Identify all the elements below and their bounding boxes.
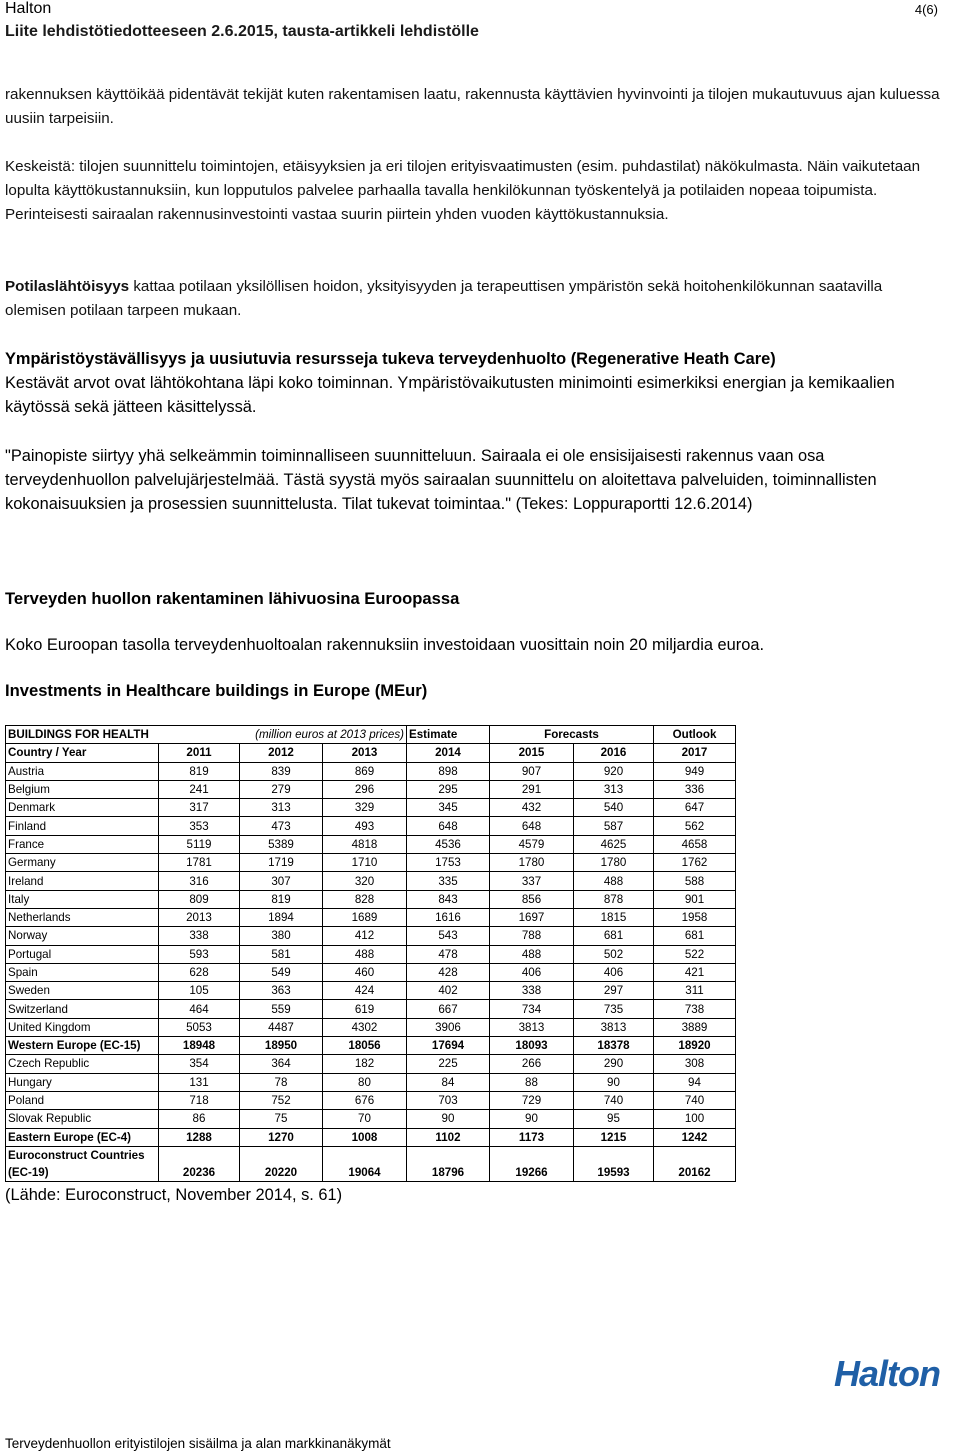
value-cell: 84 bbox=[407, 1073, 490, 1091]
value-cell: 290 bbox=[574, 1055, 654, 1073]
value-cell: 364 bbox=[240, 1055, 323, 1073]
value-cell: 856 bbox=[490, 890, 574, 908]
country-cell: Denmark bbox=[6, 799, 159, 817]
table-row bbox=[6, 963, 736, 981]
value-cell: 338 bbox=[159, 927, 240, 945]
paragraph-lifespan: rakennuksen käyttöikää pidentävät tekijät kuten rakentamisen laatu, rakennusta käyttävien hyvinvointi ja tilojen mukautuvuus ajan kuluessa uusiin tarpeisiin. bbox=[5, 86, 940, 127]
value-cell: 336 bbox=[654, 780, 736, 798]
table-row bbox=[6, 1055, 736, 1073]
value-cell: 628 bbox=[159, 963, 240, 981]
country-cell: Belgium bbox=[6, 780, 159, 798]
table-row bbox=[6, 854, 736, 872]
table-heading: Investments in Healthcare buildings in Europe (MEur) bbox=[5, 681, 428, 700]
value-cell: 18378 bbox=[574, 1037, 654, 1055]
table-row bbox=[6, 1018, 736, 1036]
country-cell: Austria bbox=[6, 762, 159, 780]
halton-logo-graphic bbox=[815, 1355, 960, 1393]
source-note: (Lähde: Euroconstruct, November 2014, s. 61) bbox=[5, 1186, 343, 1204]
value-cell: 819 bbox=[240, 890, 323, 908]
value-cell: 473 bbox=[240, 817, 323, 835]
total-value-cell: 19266 bbox=[490, 1146, 574, 1181]
table-row bbox=[6, 908, 736, 926]
value-cell: 1894 bbox=[240, 908, 323, 926]
value-cell: 338 bbox=[490, 982, 574, 1000]
value-cell: 1102 bbox=[407, 1128, 490, 1146]
value-cell: 907 bbox=[490, 762, 574, 780]
value-cell: 1242 bbox=[654, 1128, 736, 1146]
country-cell: Portugal bbox=[6, 945, 159, 963]
column-header: 2012 bbox=[240, 744, 323, 762]
value-cell: 502 bbox=[574, 945, 654, 963]
column-header: 2016 bbox=[574, 744, 654, 762]
table-row bbox=[6, 1037, 736, 1055]
table-row bbox=[6, 890, 736, 908]
value-cell: 406 bbox=[490, 963, 574, 981]
value-cell: 729 bbox=[490, 1091, 574, 1109]
country-cell: Slovak Republic bbox=[6, 1110, 159, 1128]
value-cell: 549 bbox=[240, 963, 323, 981]
total-country-cell bbox=[6, 1146, 159, 1181]
value-cell: 94 bbox=[654, 1073, 736, 1091]
value-cell: 460 bbox=[323, 963, 407, 981]
value-cell: 869 bbox=[323, 762, 407, 780]
country-cell: Finland bbox=[6, 817, 159, 835]
value-cell: 5389 bbox=[240, 835, 323, 853]
value-cell: 619 bbox=[323, 1000, 407, 1018]
value-cell: 424 bbox=[323, 982, 407, 1000]
value-cell: 313 bbox=[574, 780, 654, 798]
value-cell: 593 bbox=[159, 945, 240, 963]
value-cell: 562 bbox=[654, 817, 736, 835]
value-cell: 18950 bbox=[240, 1037, 323, 1055]
value-cell: 587 bbox=[574, 817, 654, 835]
country-cell: Norway bbox=[6, 927, 159, 945]
value-cell: 949 bbox=[654, 762, 736, 780]
table-row bbox=[6, 780, 736, 798]
value-cell: 1815 bbox=[574, 908, 654, 926]
value-cell: 90 bbox=[407, 1110, 490, 1128]
table-row bbox=[6, 872, 736, 890]
value-cell: 4302 bbox=[323, 1018, 407, 1036]
value-cell: 667 bbox=[407, 1000, 490, 1018]
value-cell: 920 bbox=[574, 762, 654, 780]
value-cell: 307 bbox=[240, 872, 323, 890]
total-name-line2: (EC-19) bbox=[8, 1165, 49, 1179]
value-cell: 316 bbox=[159, 872, 240, 890]
value-cell: 1780 bbox=[490, 854, 574, 872]
value-cell: 421 bbox=[654, 963, 736, 981]
patient-centric-text: kattaa potilaan yksilöllisen hoidon, yksityisyyden ja terapeuttisen ympäristön sekä hoitohenkilökunnan saatavilla olemisen potilaan tarpeen mukaan. bbox=[5, 278, 883, 319]
value-cell: 647 bbox=[654, 799, 736, 817]
country-cell: Sweden bbox=[6, 982, 159, 1000]
page-number: 4(6) bbox=[914, 2, 938, 17]
table-row bbox=[6, 1000, 736, 1018]
value-cell: 86 bbox=[159, 1110, 240, 1128]
total-value-cell: 19593 bbox=[574, 1146, 654, 1181]
value-cell: 295 bbox=[407, 780, 490, 798]
value-cell: 412 bbox=[323, 927, 407, 945]
value-cell: 1719 bbox=[240, 854, 323, 872]
value-cell: 464 bbox=[159, 1000, 240, 1018]
value-cell: 1008 bbox=[323, 1128, 407, 1146]
value-cell: 320 bbox=[323, 872, 407, 890]
country-cell: Spain bbox=[6, 963, 159, 981]
value-cell: 70 bbox=[323, 1110, 407, 1128]
table-row bbox=[6, 817, 736, 835]
value-cell: 363 bbox=[240, 982, 323, 1000]
value-cell: 5053 bbox=[159, 1018, 240, 1036]
country-cell: Ireland bbox=[6, 872, 159, 890]
column-header: 2011 bbox=[159, 744, 240, 762]
value-cell: 1958 bbox=[654, 908, 736, 926]
value-cell: 1288 bbox=[159, 1128, 240, 1146]
value-cell: 78 bbox=[240, 1073, 323, 1091]
total-value-cell: 20236 bbox=[159, 1146, 240, 1181]
country-cell: Switzerland bbox=[6, 1000, 159, 1018]
paragraph-patient-centric bbox=[5, 275, 940, 323]
value-cell: 345 bbox=[407, 799, 490, 817]
value-cell: 488 bbox=[323, 945, 407, 963]
value-cell: 380 bbox=[240, 927, 323, 945]
table-total-row bbox=[6, 1146, 736, 1181]
value-cell: 402 bbox=[407, 982, 490, 1000]
value-cell: 225 bbox=[407, 1055, 490, 1073]
value-cell: 311 bbox=[654, 982, 736, 1000]
value-cell: 75 bbox=[240, 1110, 323, 1128]
table-title-row bbox=[6, 726, 736, 744]
country-cell: United Kingdom bbox=[6, 1018, 159, 1036]
investment-table bbox=[5, 725, 736, 1182]
value-cell: 676 bbox=[323, 1091, 407, 1109]
table-row bbox=[6, 1128, 736, 1146]
value-cell: 4536 bbox=[407, 835, 490, 853]
value-cell: 681 bbox=[574, 927, 654, 945]
footer-text: Terveydenhuollon erityistilojen sisäilma ja alan markkinanäkymät bbox=[5, 1436, 391, 1451]
table-unit-note: (million euros at 2013 prices) bbox=[159, 726, 407, 744]
value-cell: 1762 bbox=[654, 854, 736, 872]
value-cell: 279 bbox=[240, 780, 323, 798]
value-cell: 18920 bbox=[654, 1037, 736, 1055]
value-cell: 18948 bbox=[159, 1037, 240, 1055]
value-cell: 428 bbox=[407, 963, 490, 981]
value-cell: 88 bbox=[490, 1073, 574, 1091]
value-cell: 3813 bbox=[490, 1018, 574, 1036]
value-cell: 718 bbox=[159, 1091, 240, 1109]
value-cell: 353 bbox=[159, 817, 240, 835]
total-value-cell: 20162 bbox=[654, 1146, 736, 1181]
value-cell: 681 bbox=[654, 927, 736, 945]
value-cell: 901 bbox=[654, 890, 736, 908]
value-cell: 4579 bbox=[490, 835, 574, 853]
table-title: BUILDINGS FOR HEALTH bbox=[6, 726, 159, 744]
column-header: 2013 bbox=[323, 744, 407, 762]
total-value-cell: 20220 bbox=[240, 1146, 323, 1181]
halton-logo bbox=[815, 1355, 960, 1398]
value-cell: 740 bbox=[574, 1091, 654, 1109]
regenerative-heading: Ympäristöystävällisyys ja uusiutuvia resursseja tukeva terveydenhuolto (Regenerative Heath Care) bbox=[5, 350, 776, 368]
table-row bbox=[6, 835, 736, 853]
value-cell: 493 bbox=[323, 817, 407, 835]
country-cell: Netherlands bbox=[6, 908, 159, 926]
value-cell: 354 bbox=[159, 1055, 240, 1073]
halton-logo-text: Halton bbox=[834, 1355, 940, 1393]
value-cell: 752 bbox=[240, 1091, 323, 1109]
value-cell: 3906 bbox=[407, 1018, 490, 1036]
value-cell: 843 bbox=[407, 890, 490, 908]
value-cell: 337 bbox=[490, 872, 574, 890]
value-cell: 878 bbox=[574, 890, 654, 908]
value-cell: 3889 bbox=[654, 1018, 736, 1036]
value-cell: 335 bbox=[407, 872, 490, 890]
country-cell: Poland bbox=[6, 1091, 159, 1109]
value-cell: 540 bbox=[574, 799, 654, 817]
value-cell: 241 bbox=[159, 780, 240, 798]
value-cell: 90 bbox=[490, 1110, 574, 1128]
paragraph-key-points: Keskeistä: tilojen suunnittelu toimintojen, etäisyyksien ja eri tilojen erityisvaatimusten (esim. puhdastilat) näkökulmasta. Näin vaikutetaan lopulta käyttökustannuksiin, kun lopputulos palvelee parhaalla tavalla henkilökunnan työskentelyä ja potilaiden nopeaa toipumista. Perinteisesti sairaalan rakennusinvestointi vastaa suurin piirtein yhden vuoden käyttökustannuksia. bbox=[5, 158, 921, 223]
value-cell: 18056 bbox=[323, 1037, 407, 1055]
value-cell: 809 bbox=[159, 890, 240, 908]
forecasts-label: Forecasts bbox=[490, 726, 654, 744]
country-cell: Hungary bbox=[6, 1073, 159, 1091]
estimate-label: Estimate bbox=[407, 726, 490, 744]
outlook-label: Outlook bbox=[654, 726, 736, 744]
country-cell: Germany bbox=[6, 854, 159, 872]
value-cell: 329 bbox=[323, 799, 407, 817]
value-cell: 738 bbox=[654, 1000, 736, 1018]
country-cell: Italy bbox=[6, 890, 159, 908]
table-row bbox=[6, 945, 736, 963]
value-cell: 105 bbox=[159, 982, 240, 1000]
value-cell: 839 bbox=[240, 762, 323, 780]
value-cell: 734 bbox=[490, 1000, 574, 1018]
section-heading: Terveyden huollon rakentaminen lähivuosina Euroopassa bbox=[5, 589, 460, 608]
value-cell: 4658 bbox=[654, 835, 736, 853]
value-cell: 703 bbox=[407, 1091, 490, 1109]
value-cell: 90 bbox=[574, 1073, 654, 1091]
header-subtitle: Liite lehdistötiedotteeseen 2.6.2015, tausta-artikkeli lehdistölle bbox=[5, 23, 479, 40]
value-cell: 588 bbox=[654, 872, 736, 890]
value-cell: 1781 bbox=[159, 854, 240, 872]
table-header-row bbox=[6, 744, 736, 762]
table-row bbox=[6, 1073, 736, 1091]
total-name-line1: Euroconstruct Countries bbox=[8, 1148, 145, 1162]
value-cell: 522 bbox=[654, 945, 736, 963]
country-cell: Western Europe (EC-15) bbox=[6, 1037, 159, 1055]
paragraph-quote: "Painopiste siirtyy yhä selkeämmin toiminnalliseen suunnitteluun. Sairaala ei ole ensisijaisesti rakennus vaan osa terveydenhuollon palvelujärjestelmää. Tästä syystä myös sairaalan suunnittelu on aloitettava palveluiden, toiminnallisten kokonaisuuksien ja prosessien suunnittelusta. Tilat tukevat toimintaa." (Tekes: Loppuraportti 12.6.2014) bbox=[5, 447, 877, 513]
column-header: Country / Year bbox=[6, 744, 159, 762]
value-cell: 4625 bbox=[574, 835, 654, 853]
value-cell: 735 bbox=[574, 1000, 654, 1018]
column-header: 2014 bbox=[407, 744, 490, 762]
table-row bbox=[6, 799, 736, 817]
table-row bbox=[6, 982, 736, 1000]
value-cell: 296 bbox=[323, 780, 407, 798]
value-cell: 1270 bbox=[240, 1128, 323, 1146]
value-cell: 17694 bbox=[407, 1037, 490, 1055]
value-cell: 559 bbox=[240, 1000, 323, 1018]
patient-centric-term: Potilaslähtöisyys bbox=[5, 278, 130, 295]
value-cell: 819 bbox=[159, 762, 240, 780]
value-cell: 1753 bbox=[407, 854, 490, 872]
paragraph-regenerative bbox=[5, 347, 940, 419]
value-cell: 740 bbox=[654, 1091, 736, 1109]
value-cell: 3813 bbox=[574, 1018, 654, 1036]
value-cell: 1689 bbox=[323, 908, 407, 926]
country-cell: France bbox=[6, 835, 159, 853]
value-cell: 95 bbox=[574, 1110, 654, 1128]
value-cell: 1780 bbox=[574, 854, 654, 872]
value-cell: 478 bbox=[407, 945, 490, 963]
value-cell: 1215 bbox=[574, 1128, 654, 1146]
value-cell: 18093 bbox=[490, 1037, 574, 1055]
value-cell: 4487 bbox=[240, 1018, 323, 1036]
value-cell: 317 bbox=[159, 799, 240, 817]
value-cell: 182 bbox=[323, 1055, 407, 1073]
value-cell: 313 bbox=[240, 799, 323, 817]
value-cell: 4818 bbox=[323, 835, 407, 853]
value-cell: 488 bbox=[490, 945, 574, 963]
value-cell: 543 bbox=[407, 927, 490, 945]
value-cell: 308 bbox=[654, 1055, 736, 1073]
value-cell: 266 bbox=[490, 1055, 574, 1073]
value-cell: 131 bbox=[159, 1073, 240, 1091]
value-cell: 1173 bbox=[490, 1128, 574, 1146]
value-cell: 100 bbox=[654, 1110, 736, 1128]
value-cell: 432 bbox=[490, 799, 574, 817]
value-cell: 2013 bbox=[159, 908, 240, 926]
value-cell: 291 bbox=[490, 780, 574, 798]
value-cell: 648 bbox=[407, 817, 490, 835]
value-cell: 788 bbox=[490, 927, 574, 945]
country-cell: Czech Republic bbox=[6, 1055, 159, 1073]
value-cell: 297 bbox=[574, 982, 654, 1000]
value-cell: 5119 bbox=[159, 835, 240, 853]
regenerative-text: Kestävät arvot ovat lähtökohtana läpi koko toiminnan. Ympäristövaikutusten minimointi esimerkiksi energian ja kemikaalien käytössä sekä jätteen käsittelyssä. bbox=[5, 374, 895, 416]
header-company: Halton bbox=[5, 0, 52, 17]
value-cell: 898 bbox=[407, 762, 490, 780]
column-header: 2017 bbox=[654, 744, 736, 762]
column-header: 2015 bbox=[490, 744, 574, 762]
value-cell: 488 bbox=[574, 872, 654, 890]
table-row bbox=[6, 762, 736, 780]
value-cell: 1710 bbox=[323, 854, 407, 872]
value-cell: 406 bbox=[574, 963, 654, 981]
value-cell: 648 bbox=[490, 817, 574, 835]
value-cell: 828 bbox=[323, 890, 407, 908]
value-cell: 581 bbox=[240, 945, 323, 963]
table-row bbox=[6, 1110, 736, 1128]
value-cell: 1616 bbox=[407, 908, 490, 926]
paragraph-investment: Koko Euroopan tasolla terveydenhuoltoalan rakennuksiin investoidaan vuosittain noin 20 miljardia euroa. bbox=[5, 636, 765, 654]
table-row bbox=[6, 1091, 736, 1109]
value-cell: 80 bbox=[323, 1073, 407, 1091]
table-row bbox=[6, 927, 736, 945]
total-value-cell: 19064 bbox=[323, 1146, 407, 1181]
country-cell: Eastern Europe (EC-4) bbox=[6, 1128, 159, 1146]
value-cell: 1697 bbox=[490, 908, 574, 926]
total-value-cell: 18796 bbox=[407, 1146, 490, 1181]
